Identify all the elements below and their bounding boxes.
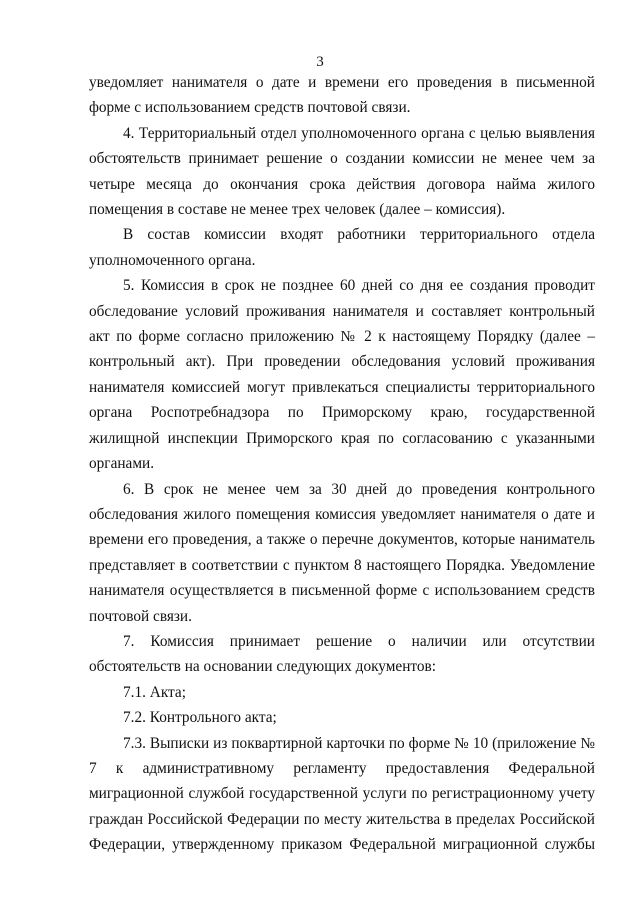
paragraph-item-7: 7. Комиссия принимает решение о наличии или отсутствии обстоятельств на основании следующих документов: (89, 632, 595, 676)
paragraph-item-6: 6. В срок не менее чем за 30 дней до проведения контрольного обследования жилого помещения комиссия уведомляет нанимателя о дате и времени его проведения, а также о перечне документов, которые наниматель представляет в соответствии с пунктом 8 настоящего Порядка. Уведомление нанимателя осуществляется в письменной форме с использованием средств почтовой связи. (89, 480, 595, 625)
paragraph-item-7-2: 7.2. Контрольного акта; (123, 709, 277, 727)
page-number: 3 (316, 54, 324, 70)
paragraph-commission-composition: В состав комиссии входят работники территориального отдела уполномоченного органа. (89, 226, 595, 269)
document-body (89, 70, 595, 858)
paragraph-item-5: 5. Комиссия в срок не позднее 60 дней со дня ее создания проводит обследование условий проживания нанимателя и составляет контрольный акт по форме согласно приложению № 2 к настоящему Порядку (далее – контрольный акт). При проведении обследования условий проживания нанимателя комиссией могут привлекаться специалисты территориального органа Роспотребнадзора по Приморскому краю, государственной жилищной инспекции Приморского края по согласованию с указанными органами. (89, 277, 595, 473)
paragraph-item-7-3: 7.3. Выписки из поквартирной карточки по форме № 10 (приложение № 7 к административному регламенту предоставления Федеральной миграционной службой государственной услуги по регистрационному учету граждан Российской Федерации по месту жительства в пределах Российской Федерации, утвержденному приказом Федеральной миграционной службы (89, 734, 595, 854)
paragraph-item-4: 4. Территориальный отдел уполномоченного органа с целью выявления обстоятельств принимает решение о создании комиссии не менее чем за четыре месяца до окончания срока действия договора найма жилого помещения в составе не менее трех человек (далее – комиссия). (89, 124, 595, 219)
paragraph-item-7-1: 7.1. Акта; (123, 683, 186, 701)
paragraph-continuation: уведомляет нанимателя о дате и времени его проведения в письменной форме с использованием средств почтовой связи. (89, 74, 595, 117)
